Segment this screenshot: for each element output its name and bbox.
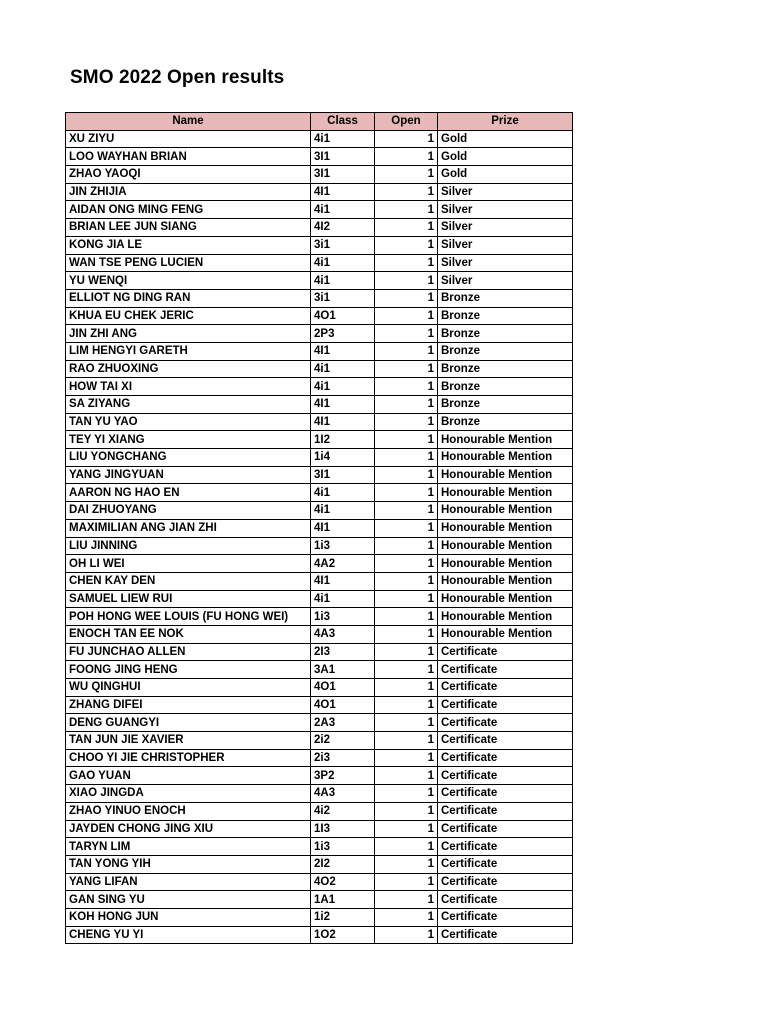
cell-open: 1	[375, 396, 438, 414]
cell-prize: Bronze	[438, 378, 573, 396]
cell-prize: Silver	[438, 272, 573, 290]
cell-class: 4i1	[311, 502, 375, 520]
cell-name: JIN ZHIJIA	[66, 183, 311, 201]
cell-open: 1	[375, 219, 438, 237]
cell-open: 1	[375, 714, 438, 732]
cell-name: AARON NG HAO EN	[66, 484, 311, 502]
cell-name: WAN TSE PENG LUCIEN	[66, 254, 311, 272]
table-row	[66, 838, 573, 856]
cell-class: 3i1	[311, 236, 375, 254]
cell-name: TAN JUN JIE XAVIER	[66, 732, 311, 750]
table-row	[66, 926, 573, 944]
cell-name: TEY YI XIANG	[66, 431, 311, 449]
table-row	[66, 537, 573, 555]
table-row	[66, 183, 573, 201]
cell-class: 1I3	[311, 820, 375, 838]
cell-name: YU WENQI	[66, 272, 311, 290]
table-row	[66, 519, 573, 537]
cell-name: MAXIMILIAN ANG JIAN ZHI	[66, 519, 311, 537]
cell-prize: Silver	[438, 219, 573, 237]
cell-prize: Certificate	[438, 785, 573, 803]
cell-prize: Certificate	[438, 661, 573, 679]
cell-class: 3I1	[311, 466, 375, 484]
cell-prize: Honourable Mention	[438, 449, 573, 467]
cell-open: 1	[375, 873, 438, 891]
cell-prize: Honourable Mention	[438, 484, 573, 502]
table-row	[66, 466, 573, 484]
cell-prize: Honourable Mention	[438, 572, 573, 590]
cell-prize: Certificate	[438, 838, 573, 856]
cell-open: 1	[375, 307, 438, 325]
column-header-class: Class	[311, 113, 375, 131]
cell-prize: Certificate	[438, 749, 573, 767]
cell-prize: Gold	[438, 130, 573, 148]
cell-class: 1i4	[311, 449, 375, 467]
cell-open: 1	[375, 572, 438, 590]
cell-class: 4i1	[311, 590, 375, 608]
cell-name: YANG LIFAN	[66, 873, 311, 891]
table-row	[66, 325, 573, 343]
cell-class: 4I1	[311, 519, 375, 537]
cell-name: ELLIOT NG DING RAN	[66, 289, 311, 307]
cell-name: CHENG YU YI	[66, 926, 311, 944]
table-row	[66, 590, 573, 608]
cell-class: 2I3	[311, 643, 375, 661]
cell-name: GAO YUAN	[66, 767, 311, 785]
cell-prize: Certificate	[438, 908, 573, 926]
cell-open: 1	[375, 802, 438, 820]
table-header	[66, 113, 573, 131]
table-row	[66, 166, 573, 184]
cell-class: 4i1	[311, 272, 375, 290]
cell-name: JIN ZHI ANG	[66, 325, 311, 343]
cell-open: 1	[375, 166, 438, 184]
cell-class: 4I1	[311, 342, 375, 360]
cell-prize: Silver	[438, 183, 573, 201]
cell-open: 1	[375, 661, 438, 679]
cell-name: TAN YONG YIH	[66, 855, 311, 873]
cell-open: 1	[375, 201, 438, 219]
cell-prize: Certificate	[438, 714, 573, 732]
table-row	[66, 413, 573, 431]
results-table	[65, 112, 573, 944]
cell-name: BRIAN LEE JUN SIANG	[66, 219, 311, 237]
table-row	[66, 396, 573, 414]
cell-name: CHEN KAY DEN	[66, 572, 311, 590]
cell-class: 4I1	[311, 396, 375, 414]
cell-name: KOH HONG JUN	[66, 908, 311, 926]
cell-class: 2P3	[311, 325, 375, 343]
cell-name: TARYN LIM	[66, 838, 311, 856]
cell-name: DENG GUANGYI	[66, 714, 311, 732]
table-row	[66, 625, 573, 643]
cell-open: 1	[375, 785, 438, 803]
cell-name: XU ZIYU	[66, 130, 311, 148]
cell-class: 2i2	[311, 732, 375, 750]
cell-open: 1	[375, 537, 438, 555]
cell-name: GAN SING YU	[66, 891, 311, 909]
table-row	[66, 431, 573, 449]
table-row	[66, 679, 573, 697]
cell-prize: Bronze	[438, 413, 573, 431]
cell-open: 1	[375, 696, 438, 714]
cell-open: 1	[375, 254, 438, 272]
cell-prize: Honourable Mention	[438, 431, 573, 449]
cell-open: 1	[375, 289, 438, 307]
cell-name: ZHANG DIFEI	[66, 696, 311, 714]
cell-name: WU QINGHUI	[66, 679, 311, 697]
cell-prize: Certificate	[438, 802, 573, 820]
cell-prize: Honourable Mention	[438, 502, 573, 520]
cell-class: 4O1	[311, 679, 375, 697]
cell-name: LIU JINNING	[66, 537, 311, 555]
cell-class: 4A2	[311, 555, 375, 573]
cell-prize: Bronze	[438, 289, 573, 307]
cell-open: 1	[375, 749, 438, 767]
cell-prize: Honourable Mention	[438, 625, 573, 643]
cell-class: 4i1	[311, 201, 375, 219]
table-row	[66, 342, 573, 360]
cell-name: SAMUEL LIEW RUI	[66, 590, 311, 608]
cell-name: HOW TAI XI	[66, 378, 311, 396]
cell-open: 1	[375, 891, 438, 909]
cell-name: OH LI WEI	[66, 555, 311, 573]
table-row	[66, 873, 573, 891]
cell-name: FOONG JING HENG	[66, 661, 311, 679]
table-row	[66, 749, 573, 767]
cell-open: 1	[375, 838, 438, 856]
table-row	[66, 555, 573, 573]
table-row	[66, 484, 573, 502]
cell-name: LIU YONGCHANG	[66, 449, 311, 467]
cell-name: FU JUNCHAO ALLEN	[66, 643, 311, 661]
cell-prize: Certificate	[438, 926, 573, 944]
cell-prize: Certificate	[438, 820, 573, 838]
table-row	[66, 696, 573, 714]
table-row	[66, 802, 573, 820]
table-row	[66, 360, 573, 378]
page-title: SMO 2022 Open results	[70, 67, 285, 88]
cell-class: 4i1	[311, 360, 375, 378]
cell-prize: Certificate	[438, 732, 573, 750]
table-row	[66, 767, 573, 785]
cell-prize: Bronze	[438, 325, 573, 343]
cell-prize: Honourable Mention	[438, 466, 573, 484]
table-row	[66, 148, 573, 166]
cell-open: 1	[375, 466, 438, 484]
cell-name: YANG JINGYUAN	[66, 466, 311, 484]
cell-open: 1	[375, 502, 438, 520]
cell-open: 1	[375, 236, 438, 254]
cell-class: 1i3	[311, 838, 375, 856]
cell-class: 4I1	[311, 572, 375, 590]
cell-prize: Silver	[438, 236, 573, 254]
cell-class: 3A1	[311, 661, 375, 679]
cell-prize: Honourable Mention	[438, 608, 573, 626]
table-row	[66, 219, 573, 237]
cell-class: 1I2	[311, 431, 375, 449]
table-row	[66, 643, 573, 661]
cell-prize: Certificate	[438, 679, 573, 697]
cell-class: 1i2	[311, 908, 375, 926]
cell-prize: Bronze	[438, 307, 573, 325]
table-row	[66, 608, 573, 626]
cell-name: AIDAN ONG MING FENG	[66, 201, 311, 219]
cell-name: ZHAO YINUO ENOCH	[66, 802, 311, 820]
cell-name: LIM HENGYI GARETH	[66, 342, 311, 360]
table-row	[66, 785, 573, 803]
cell-class: 4O1	[311, 696, 375, 714]
cell-open: 1	[375, 148, 438, 166]
cell-prize: Bronze	[438, 342, 573, 360]
cell-class: 3I1	[311, 148, 375, 166]
cell-prize: Certificate	[438, 855, 573, 873]
cell-class: 4O1	[311, 307, 375, 325]
cell-prize: Gold	[438, 166, 573, 184]
cell-open: 1	[375, 926, 438, 944]
cell-name: TAN YU YAO	[66, 413, 311, 431]
table-row	[66, 714, 573, 732]
table-row	[66, 236, 573, 254]
cell-open: 1	[375, 767, 438, 785]
cell-name: SA ZIYANG	[66, 396, 311, 414]
cell-name: ZHAO YAOQI	[66, 166, 311, 184]
table-row	[66, 130, 573, 148]
cell-class: 3i1	[311, 289, 375, 307]
cell-class: 2A3	[311, 714, 375, 732]
cell-open: 1	[375, 590, 438, 608]
cell-prize: Certificate	[438, 891, 573, 909]
cell-prize: Silver	[438, 254, 573, 272]
cell-prize: Honourable Mention	[438, 590, 573, 608]
cell-open: 1	[375, 183, 438, 201]
table-row	[66, 254, 573, 272]
cell-open: 1	[375, 855, 438, 873]
column-header-name: Name	[66, 113, 311, 131]
cell-open: 1	[375, 325, 438, 343]
cell-open: 1	[375, 360, 438, 378]
cell-name: JAYDEN CHONG JING XIU	[66, 820, 311, 838]
cell-name: RAO ZHUOXING	[66, 360, 311, 378]
cell-prize: Certificate	[438, 696, 573, 714]
table-row	[66, 502, 573, 520]
table-row	[66, 307, 573, 325]
cell-name: KHUA EU CHEK JERIC	[66, 307, 311, 325]
cell-class: 2I2	[311, 855, 375, 873]
cell-class: 4A3	[311, 625, 375, 643]
cell-prize: Certificate	[438, 643, 573, 661]
cell-open: 1	[375, 272, 438, 290]
cell-open: 1	[375, 342, 438, 360]
cell-class: 4I1	[311, 183, 375, 201]
cell-open: 1	[375, 519, 438, 537]
cell-prize: Certificate	[438, 767, 573, 785]
cell-class: 4i1	[311, 378, 375, 396]
cell-class: 4i1	[311, 254, 375, 272]
cell-open: 1	[375, 130, 438, 148]
cell-class: 4i1	[311, 130, 375, 148]
table-row	[66, 732, 573, 750]
table-row	[66, 661, 573, 679]
table-row	[66, 289, 573, 307]
cell-class: 1i3	[311, 608, 375, 626]
cell-class: 4i2	[311, 802, 375, 820]
table-row	[66, 891, 573, 909]
cell-open: 1	[375, 449, 438, 467]
cell-prize: Honourable Mention	[438, 519, 573, 537]
cell-open: 1	[375, 608, 438, 626]
cell-class: 1A1	[311, 891, 375, 909]
table-row	[66, 572, 573, 590]
cell-name: POH HONG WEE LOUIS (FU HONG WEI)	[66, 608, 311, 626]
cell-class: 4A3	[311, 785, 375, 803]
cell-open: 1	[375, 378, 438, 396]
table-row	[66, 272, 573, 290]
cell-name: XIAO JINGDA	[66, 785, 311, 803]
table-row	[66, 820, 573, 838]
cell-open: 1	[375, 679, 438, 697]
cell-class: 4I2	[311, 219, 375, 237]
cell-open: 1	[375, 643, 438, 661]
cell-prize: Honourable Mention	[438, 537, 573, 555]
cell-class: 3P2	[311, 767, 375, 785]
cell-open: 1	[375, 625, 438, 643]
column-header-open: Open	[375, 113, 438, 131]
table-row	[66, 855, 573, 873]
table-row	[66, 449, 573, 467]
cell-open: 1	[375, 555, 438, 573]
cell-prize: Gold	[438, 148, 573, 166]
cell-class: 1i3	[311, 537, 375, 555]
header-row	[66, 113, 573, 131]
cell-class: 3I1	[311, 166, 375, 184]
cell-open: 1	[375, 820, 438, 838]
table-row	[66, 908, 573, 926]
cell-prize: Bronze	[438, 396, 573, 414]
column-header-prize: Prize	[438, 113, 573, 131]
cell-name: ENOCH TAN EE NOK	[66, 625, 311, 643]
cell-prize: Silver	[438, 201, 573, 219]
table-body	[66, 130, 573, 944]
cell-open: 1	[375, 484, 438, 502]
table-row	[66, 378, 573, 396]
cell-open: 1	[375, 908, 438, 926]
cell-class: 4O2	[311, 873, 375, 891]
cell-name: CHOO YI JIE CHRISTOPHER	[66, 749, 311, 767]
table-row	[66, 201, 573, 219]
cell-prize: Bronze	[438, 360, 573, 378]
cell-class: 4I1	[311, 413, 375, 431]
cell-name: KONG JIA LE	[66, 236, 311, 254]
cell-prize: Honourable Mention	[438, 555, 573, 573]
cell-class: 2i3	[311, 749, 375, 767]
cell-name: DAI ZHUOYANG	[66, 502, 311, 520]
cell-open: 1	[375, 431, 438, 449]
cell-name: LOO WAYHAN BRIAN	[66, 148, 311, 166]
cell-class: 1O2	[311, 926, 375, 944]
cell-class: 4i1	[311, 484, 375, 502]
cell-prize: Certificate	[438, 873, 573, 891]
cell-open: 1	[375, 413, 438, 431]
cell-open: 1	[375, 732, 438, 750]
